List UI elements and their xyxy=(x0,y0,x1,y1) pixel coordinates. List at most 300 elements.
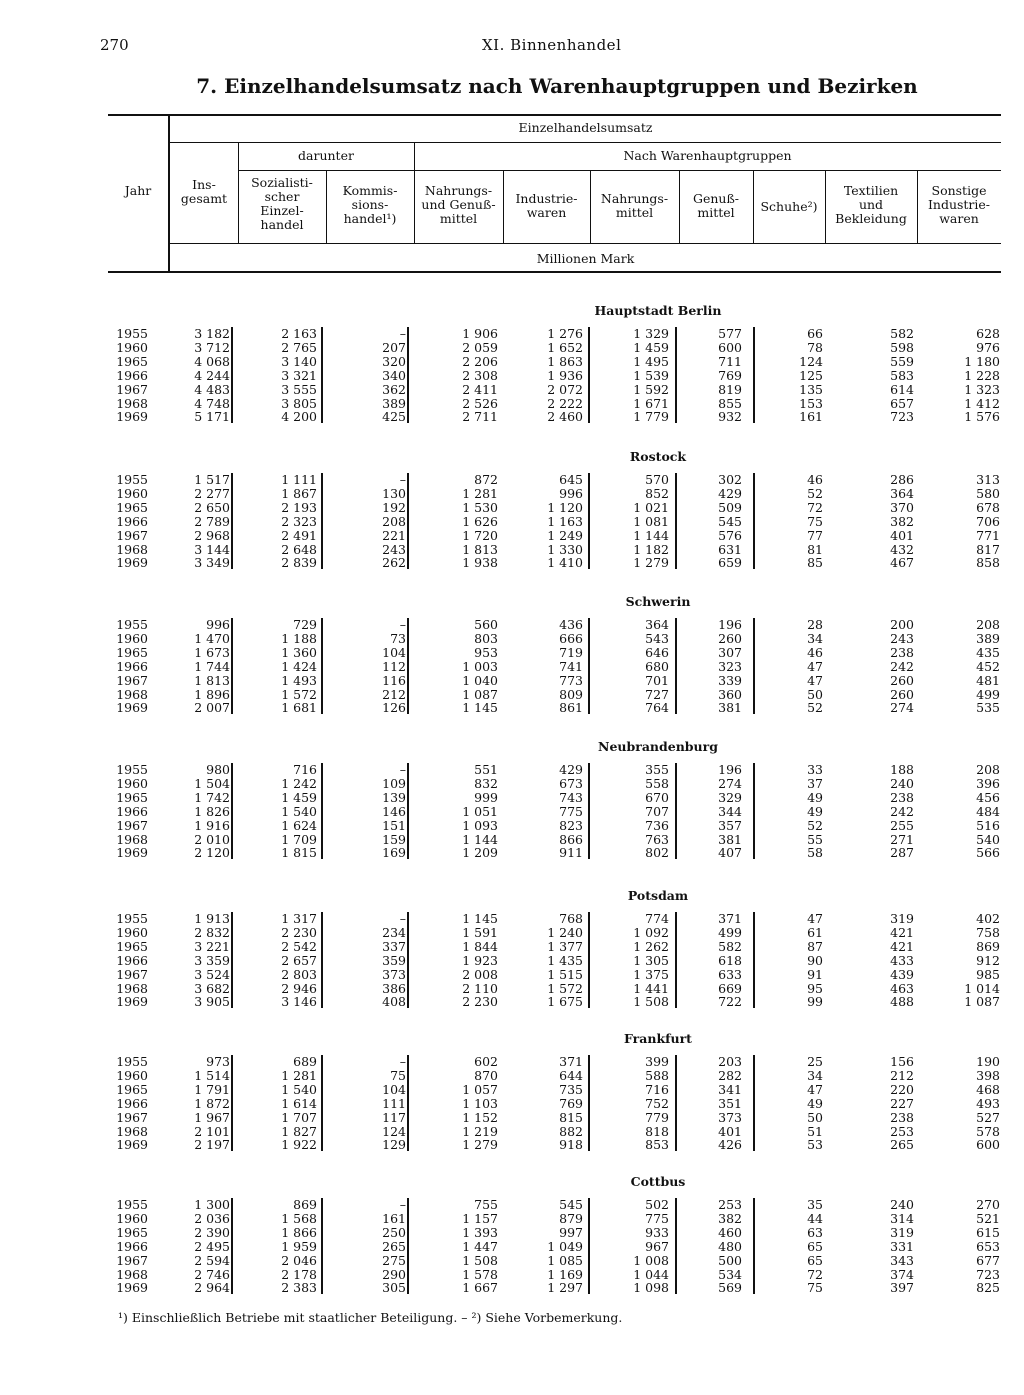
value-cell: 28 xyxy=(807,617,823,632)
value-cell: 265 xyxy=(382,1238,406,1254)
value-cell: 161 xyxy=(382,1210,406,1226)
year-cell: 1965 xyxy=(116,1224,148,1240)
value-cell: 1 515 xyxy=(547,966,583,982)
district-title: Schwerin xyxy=(625,594,691,609)
value-cell: 1 591 xyxy=(462,924,498,940)
value-cell: 72 xyxy=(807,499,823,515)
value-cell: 716 xyxy=(293,762,317,777)
value-cell: 1 003 xyxy=(462,658,498,674)
value-cell: 302 xyxy=(718,472,742,487)
value-cell: 1 111 xyxy=(281,472,317,487)
value-cell: 3 555 xyxy=(281,381,317,397)
value-cell: 1 866 xyxy=(281,1224,317,1240)
value-cell: 1 514 xyxy=(194,1067,230,1083)
value-cell: 61 xyxy=(807,924,823,940)
value-cell: 265 xyxy=(890,1137,914,1153)
value-cell: 2 277 xyxy=(194,485,230,501)
value-cell: 389 xyxy=(976,630,1000,646)
value-cell: 852 xyxy=(645,485,669,501)
value-cell: 3 221 xyxy=(194,938,230,954)
value-cell: 2 383 xyxy=(281,1280,317,1296)
value-cell: 653 xyxy=(976,1238,1000,1254)
value-cell: 545 xyxy=(718,513,742,529)
value-cell: 1 872 xyxy=(194,1095,230,1111)
value-cell: 463 xyxy=(890,980,914,996)
table-row xyxy=(108,327,1008,341)
value-cell: 985 xyxy=(976,966,1000,982)
value-cell: 2 650 xyxy=(194,499,230,515)
district-title: Hauptstadt Berlin xyxy=(594,303,722,318)
value-cell: 566 xyxy=(976,845,1000,861)
value-cell: 4 200 xyxy=(281,409,317,425)
year-cell: 1960 xyxy=(116,339,148,355)
value-cell: 1 495 xyxy=(633,353,669,369)
value-cell: 364 xyxy=(890,485,914,501)
value-cell: 583 xyxy=(890,367,914,383)
value-cell: 1 779 xyxy=(633,409,669,425)
value-cell: 1 412 xyxy=(964,395,1000,411)
value-cell: 628 xyxy=(976,326,1000,341)
header-einzelhandelsumsatz: Einzelhandelsumsatz xyxy=(518,120,653,135)
value-cell: 1 145 xyxy=(462,700,498,716)
value-cell: 52 xyxy=(807,485,823,501)
value-cell: 1 459 xyxy=(633,339,669,355)
value-cell: 1 614 xyxy=(281,1095,317,1111)
value-cell: – xyxy=(399,326,406,341)
value-cell: 460 xyxy=(718,1224,742,1240)
value-cell: 481 xyxy=(976,672,1000,688)
table-row xyxy=(108,763,1008,777)
value-cell: 1 681 xyxy=(281,700,317,716)
value-cell: 758 xyxy=(976,924,1000,940)
value-cell: 967 xyxy=(645,1238,669,1254)
value-cell: 499 xyxy=(976,686,1000,702)
year-cell: 1967 xyxy=(116,672,148,688)
value-cell: 78 xyxy=(807,339,823,355)
value-cell: 397 xyxy=(890,1280,914,1296)
value-cell: 240 xyxy=(890,1197,914,1212)
value-cell: 771 xyxy=(976,527,1000,543)
district-title: Rostock xyxy=(629,449,687,464)
value-cell: 203 xyxy=(718,1054,742,1069)
year-cell: 1968 xyxy=(116,980,148,996)
value-cell: 117 xyxy=(382,1109,406,1125)
table-row xyxy=(108,995,1008,1009)
value-cell: 1 393 xyxy=(462,1224,498,1240)
value-cell: 33 xyxy=(807,762,823,777)
value-cell: 707 xyxy=(645,803,669,819)
value-cell: 161 xyxy=(799,409,823,425)
value-cell: 1 279 xyxy=(633,555,669,571)
value-cell: 1 008 xyxy=(633,1252,669,1268)
value-cell: 1 967 xyxy=(194,1109,230,1125)
value-cell: 569 xyxy=(718,1280,742,1296)
value-cell: 159 xyxy=(382,831,406,847)
value-cell: 3 712 xyxy=(194,339,230,355)
value-cell: 1 377 xyxy=(547,938,583,954)
value-cell: 421 xyxy=(890,938,914,954)
table-row xyxy=(108,369,1008,383)
value-cell: 521 xyxy=(976,1210,1000,1226)
value-cell: 240 xyxy=(890,775,914,791)
rule-under-unit xyxy=(108,271,1001,273)
value-cell: 825 xyxy=(976,1280,1000,1296)
value-cell: 95 xyxy=(807,980,823,996)
value-cell: 768 xyxy=(559,911,583,926)
value-cell: 769 xyxy=(718,367,742,383)
value-cell: 602 xyxy=(474,1054,498,1069)
value-cell: 286 xyxy=(890,472,914,487)
value-cell: 75 xyxy=(807,1280,823,1296)
year-cell: 1967 xyxy=(116,381,148,397)
district-title: Neubrandenburg xyxy=(598,739,718,754)
value-cell: 207 xyxy=(382,339,406,355)
value-cell: 2 657 xyxy=(281,952,317,968)
value-cell: 1 530 xyxy=(462,499,498,515)
district-section xyxy=(108,888,1008,1008)
value-cell: 65 xyxy=(807,1238,823,1254)
value-cell: 468 xyxy=(976,1081,1000,1097)
value-cell: 1 281 xyxy=(281,1067,317,1083)
column-header-1: Sozialisti- scher Einzel- handel xyxy=(251,175,313,232)
value-cell: 3 359 xyxy=(194,952,230,968)
value-cell: – xyxy=(399,617,406,632)
year-cell: 1968 xyxy=(116,1266,148,1282)
value-cell: 429 xyxy=(559,762,583,777)
value-cell: 49 xyxy=(807,789,823,805)
value-cell: 274 xyxy=(890,700,914,716)
value-cell: 1 057 xyxy=(462,1081,498,1097)
value-cell: 50 xyxy=(807,1109,823,1125)
value-cell: 151 xyxy=(382,817,406,833)
value-cell: 1 470 xyxy=(194,630,230,646)
value-cell: 2 526 xyxy=(462,395,498,411)
value-cell: 2 495 xyxy=(194,1238,230,1254)
value-cell: 755 xyxy=(474,1197,498,1212)
value-cell: 500 xyxy=(718,1252,742,1268)
value-cell: 81 xyxy=(807,541,823,557)
value-cell: 109 xyxy=(382,775,406,791)
district-title: Cottbus xyxy=(630,1174,686,1189)
value-cell: 52 xyxy=(807,817,823,833)
value-cell: 775 xyxy=(559,803,583,819)
table-row xyxy=(108,777,1008,791)
value-cell: 242 xyxy=(890,803,914,819)
value-cell: 467 xyxy=(890,555,914,571)
value-cell: 1 330 xyxy=(547,541,583,557)
value-cell: 1 098 xyxy=(633,1280,669,1296)
year-cell: 1960 xyxy=(116,1210,148,1226)
table-title: 7. Einzelhandelsumsatz nach Warenhauptgruppen und Bezirken xyxy=(196,74,918,98)
value-cell: 729 xyxy=(293,617,317,632)
value-cell: 287 xyxy=(890,845,914,861)
value-cell: 1 493 xyxy=(281,672,317,688)
value-cell: 49 xyxy=(807,1095,823,1111)
year-cell: 1955 xyxy=(116,911,148,926)
value-cell: 52 xyxy=(807,700,823,716)
value-cell: 1 626 xyxy=(462,513,498,529)
value-cell: 1 447 xyxy=(462,1238,498,1254)
value-cell: 4 068 xyxy=(194,353,230,369)
value-cell: 4 244 xyxy=(194,367,230,383)
value-cell: 4 748 xyxy=(194,395,230,411)
year-cell: 1969 xyxy=(116,409,148,425)
value-cell: 221 xyxy=(382,527,406,543)
value-cell: 775 xyxy=(645,1210,669,1226)
value-cell: 382 xyxy=(718,1210,742,1226)
value-cell: 779 xyxy=(645,1109,669,1125)
table-row xyxy=(108,646,1008,660)
value-cell: 429 xyxy=(718,485,742,501)
value-cell: 5 171 xyxy=(194,409,230,425)
value-cell: 723 xyxy=(976,1266,1000,1282)
table-row xyxy=(108,1281,1008,1295)
value-cell: 1 916 xyxy=(194,817,230,833)
value-cell: 34 xyxy=(807,1067,823,1083)
value-cell: 879 xyxy=(559,1210,583,1226)
district-section xyxy=(108,449,1008,569)
rule-under-cols xyxy=(170,243,1001,244)
value-cell: 1 180 xyxy=(964,353,1000,369)
value-cell: 104 xyxy=(382,1081,406,1097)
value-cell: 439 xyxy=(890,966,914,982)
value-cell: 319 xyxy=(890,911,914,926)
table-row xyxy=(108,660,1008,674)
value-cell: 305 xyxy=(382,1280,406,1296)
value-cell: 313 xyxy=(976,472,1000,487)
value-cell: 243 xyxy=(382,541,406,557)
value-cell: 364 xyxy=(645,617,669,632)
value-cell: 669 xyxy=(718,980,742,996)
value-cell: 1 720 xyxy=(462,527,498,543)
value-cell: 1 049 xyxy=(547,1238,583,1254)
value-cell: 670 xyxy=(645,789,669,805)
value-cell: 47 xyxy=(807,1081,823,1097)
value-cell: 340 xyxy=(382,367,406,383)
value-cell: 452 xyxy=(976,658,1000,674)
value-cell: 2 594 xyxy=(194,1252,230,1268)
value-cell: 192 xyxy=(382,499,406,515)
value-cell: 65 xyxy=(807,1252,823,1268)
year-cell: 1966 xyxy=(116,1095,148,1111)
value-cell: 2 230 xyxy=(281,924,317,940)
value-cell: 2 711 xyxy=(462,409,498,425)
value-cell: 53 xyxy=(807,1137,823,1153)
value-cell: 1 938 xyxy=(462,555,498,571)
value-cell: 250 xyxy=(382,1224,406,1240)
year-cell: 1965 xyxy=(116,789,148,805)
table-row xyxy=(108,529,1008,543)
value-cell: 1 424 xyxy=(281,658,317,674)
value-cell: 3 182 xyxy=(194,326,230,341)
year-cell: 1960 xyxy=(116,775,148,791)
table-row xyxy=(108,473,1008,487)
value-cell: 50 xyxy=(807,686,823,702)
value-cell: 2 746 xyxy=(194,1266,230,1282)
value-cell: 741 xyxy=(559,658,583,674)
value-cell: 996 xyxy=(206,617,230,632)
table-row xyxy=(108,833,1008,847)
year-cell: 1955 xyxy=(116,326,148,341)
value-cell: 2 765 xyxy=(281,339,317,355)
district-title: Potsdam xyxy=(627,888,689,903)
value-cell: 130 xyxy=(382,485,406,501)
value-cell: 2 803 xyxy=(281,966,317,982)
value-cell: 1 578 xyxy=(462,1266,498,1282)
value-cell: 2 542 xyxy=(281,938,317,954)
value-cell: 1 262 xyxy=(633,938,669,954)
table-row xyxy=(108,912,1008,926)
value-cell: 270 xyxy=(976,1197,1000,1212)
table-row xyxy=(108,701,1008,715)
value-cell: 271 xyxy=(890,831,914,847)
value-cell: 2 197 xyxy=(194,1137,230,1153)
value-cell: 323 xyxy=(718,658,742,674)
year-cell: 1968 xyxy=(116,1123,148,1139)
value-cell: 997 xyxy=(559,1224,583,1240)
value-cell: 275 xyxy=(382,1252,406,1268)
value-cell: 1 913 xyxy=(194,911,230,926)
table-row xyxy=(108,618,1008,632)
value-cell: – xyxy=(399,911,406,926)
value-cell: 1 922 xyxy=(281,1137,317,1153)
value-cell: 104 xyxy=(382,644,406,660)
value-cell: 1 087 xyxy=(964,994,1000,1010)
value-cell: 2 178 xyxy=(281,1266,317,1282)
value-cell: 577 xyxy=(718,326,742,341)
value-cell: 2 968 xyxy=(194,527,230,543)
column-header-6: Genuß- mittel xyxy=(692,191,740,220)
header-jahr: Jahr xyxy=(124,183,152,198)
value-cell: 337 xyxy=(382,938,406,954)
value-cell: 516 xyxy=(976,817,1000,833)
value-cell: 615 xyxy=(976,1224,1000,1240)
value-cell: 809 xyxy=(559,686,583,702)
year-cell: 1955 xyxy=(116,762,148,777)
table-row xyxy=(108,1097,1008,1111)
table-row xyxy=(108,1212,1008,1226)
table-row xyxy=(108,383,1008,397)
value-cell: 1 826 xyxy=(194,803,230,819)
value-cell: 208 xyxy=(976,617,1000,632)
value-cell: 407 xyxy=(718,845,742,861)
value-cell: 976 xyxy=(976,339,1000,355)
value-cell: 208 xyxy=(976,762,1000,777)
value-cell: 1 459 xyxy=(281,789,317,805)
district-section xyxy=(108,1031,1008,1151)
table-row xyxy=(108,926,1008,940)
value-cell: 1 517 xyxy=(194,472,230,487)
value-cell: 238 xyxy=(890,789,914,805)
value-cell: 1 906 xyxy=(462,326,498,341)
year-cell: 1968 xyxy=(116,831,148,847)
district-section xyxy=(108,594,1008,714)
value-cell: 432 xyxy=(890,541,914,557)
year-cell: 1965 xyxy=(116,644,148,660)
value-cell: 763 xyxy=(645,831,669,847)
value-cell: 47 xyxy=(807,672,823,688)
year-cell: 1965 xyxy=(116,353,148,369)
value-cell: 580 xyxy=(976,485,1000,501)
value-cell: 58 xyxy=(807,845,823,861)
year-cell: 1967 xyxy=(116,527,148,543)
value-cell: 319 xyxy=(890,1224,914,1240)
year-cell: 1966 xyxy=(116,1238,148,1254)
value-cell: 1 815 xyxy=(281,845,317,861)
value-cell: 1 014 xyxy=(964,980,1000,996)
value-cell: 1 329 xyxy=(633,326,669,341)
column-header-5: Nahrungs- mittel xyxy=(600,191,669,220)
value-cell: 858 xyxy=(976,555,1000,571)
value-cell: 502 xyxy=(645,1197,669,1212)
value-cell: 673 xyxy=(559,775,583,791)
value-cell: 1 279 xyxy=(462,1137,498,1153)
value-cell: 1 572 xyxy=(547,980,583,996)
value-cell: 234 xyxy=(382,924,406,940)
value-cell: 343 xyxy=(890,1252,914,1268)
value-cell: 208 xyxy=(382,513,406,529)
value-cell: 735 xyxy=(559,1081,583,1097)
value-cell: 1 675 xyxy=(547,994,583,1010)
year-cell: 1968 xyxy=(116,686,148,702)
year-cell: 1968 xyxy=(116,395,148,411)
table-row xyxy=(108,1125,1008,1139)
table-row xyxy=(108,397,1008,411)
value-cell: 819 xyxy=(718,381,742,397)
value-cell: 188 xyxy=(890,762,914,777)
table-row xyxy=(108,1055,1008,1069)
value-cell: 2 308 xyxy=(462,367,498,383)
value-cell: 1 145 xyxy=(462,911,498,926)
value-cell: 374 xyxy=(890,1266,914,1282)
value-cell: 357 xyxy=(718,817,742,833)
value-cell: 493 xyxy=(976,1095,1000,1111)
year-cell: 1955 xyxy=(116,472,148,487)
value-cell: 124 xyxy=(799,353,823,369)
year-cell: 1965 xyxy=(116,938,148,954)
value-cell: 46 xyxy=(807,472,823,487)
value-cell: 456 xyxy=(976,789,1000,805)
value-cell: 75 xyxy=(390,1067,406,1083)
value-cell: 3 524 xyxy=(194,966,230,982)
value-cell: – xyxy=(399,1197,406,1212)
value-cell: 1 827 xyxy=(281,1123,317,1139)
year-cell: 1969 xyxy=(116,845,148,861)
rule-top xyxy=(108,114,1001,116)
table-row xyxy=(108,674,1008,688)
value-cell: 2 411 xyxy=(462,381,498,397)
value-cell: 1 021 xyxy=(633,499,669,515)
value-cell: 260 xyxy=(718,630,742,646)
value-cell: 212 xyxy=(890,1067,914,1083)
value-cell: 47 xyxy=(807,658,823,674)
value-cell: 2 323 xyxy=(281,513,317,529)
value-cell: 242 xyxy=(890,658,914,674)
value-cell: 932 xyxy=(718,409,742,425)
value-cell: 51 xyxy=(807,1123,823,1139)
year-cell: 1955 xyxy=(116,1054,148,1069)
value-cell: 1 276 xyxy=(547,326,583,341)
value-cell: 527 xyxy=(976,1109,1000,1125)
value-cell: 307 xyxy=(718,644,742,660)
column-header-9: Sonstige Industrie- waren xyxy=(927,183,991,226)
table-row xyxy=(108,515,1008,529)
value-cell: 3 321 xyxy=(281,367,317,383)
value-cell: 855 xyxy=(718,395,742,411)
value-cell: 339 xyxy=(718,672,742,688)
value-cell: 238 xyxy=(890,644,914,660)
value-cell: 381 xyxy=(718,700,742,716)
